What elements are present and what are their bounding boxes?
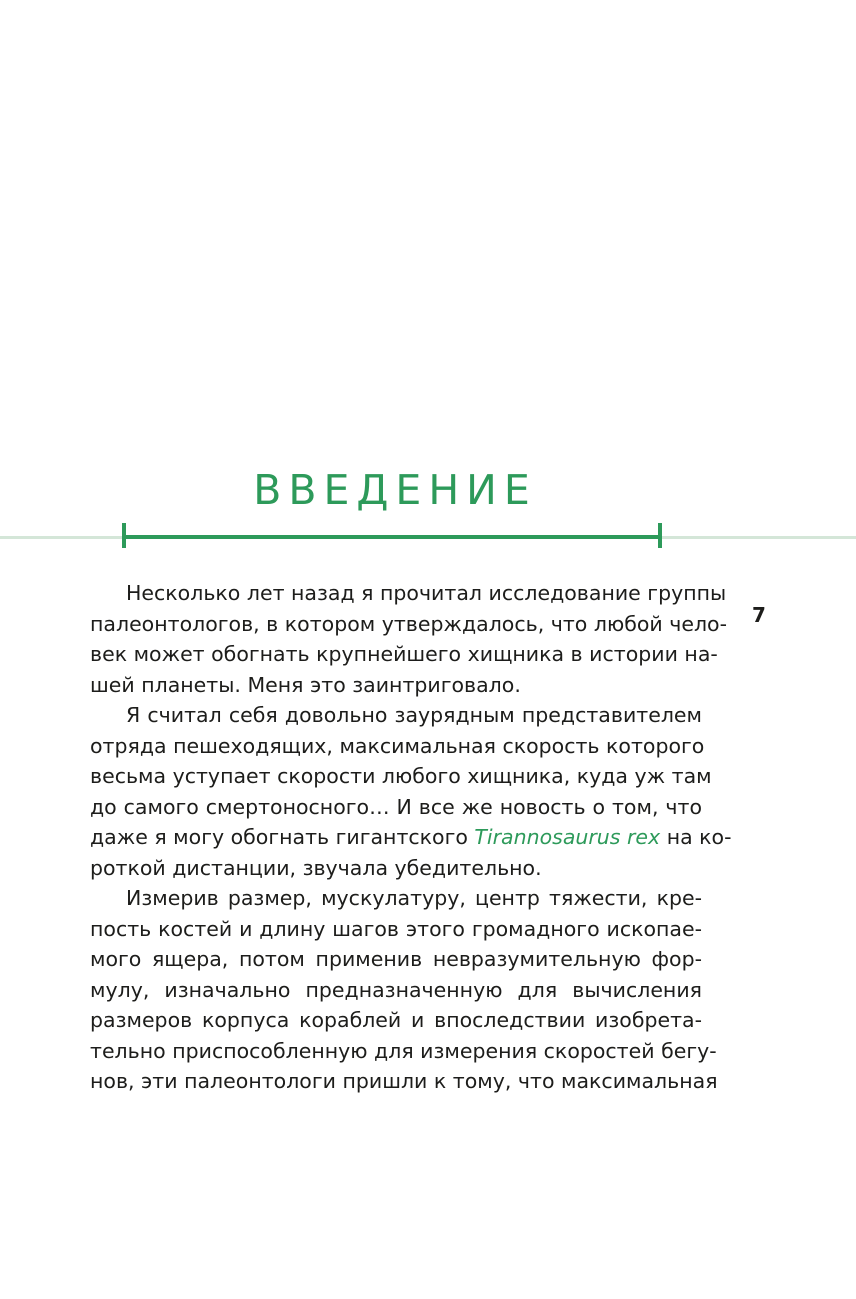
text-fragment: даже я могу обогнать гигантского [90,825,475,849]
text-line: Измерив размер, мускулатуру, центр тяжести, кре- [126,886,702,910]
text-line: пость костей и длину шагов этого громадного ископае- [90,916,702,941]
paragraph-3 [90,883,718,1097]
text-line: мулу, изначально предназначенную для вычисления [90,977,702,1002]
paragraph-2 [90,700,732,883]
text-line: размеров корпуса кораблей и впоследствии изобрета- [90,1008,702,1032]
text-line: мого ящера, потом применив невразумительную фор- [90,947,702,971]
text-line: роткой дистанции, звучала убедительно. [90,855,542,880]
text-line: Несколько лет назад я прочитал исследование группы [126,581,727,605]
page-number: 7 [752,603,766,627]
chapter-rule-right-tick [658,523,662,548]
text-line: весьма уступает скорости любого хищника, куда уж там [90,764,712,788]
text-line: Я считал себя довольно заурядным представителем [126,703,702,727]
chapter-rule-accent [124,535,660,539]
chapter-rule-left-tick [122,523,126,548]
text-line: тельно приспособленную для измерения скоростей бегу- [90,1038,717,1063]
paragraph-1 [90,578,728,700]
body-text [90,578,732,1097]
text-line: палеонтологов, в котором утверждалось, что любой чело- [90,611,728,636]
species-name: Tirannosaurus rex [474,825,661,849]
text-line: шей планеты. Меня это заинтриговало. [90,672,521,697]
text-line-with-species [90,822,732,853]
chapter-title: ВВЕДЕНИЕ [253,466,537,514]
text-line: до самого смертоносного… И все же новость о том, что [90,794,702,819]
text-fragment: на ко- [660,825,732,849]
text-line: век может обогнать крупнейшего хищника в истории на- [90,642,718,666]
text-line: отряда пешеходящих, максимальная скорость которого [90,733,705,758]
text-line: нов, эти палеонтологи пришли к тому, что максимальная [90,1069,718,1093]
